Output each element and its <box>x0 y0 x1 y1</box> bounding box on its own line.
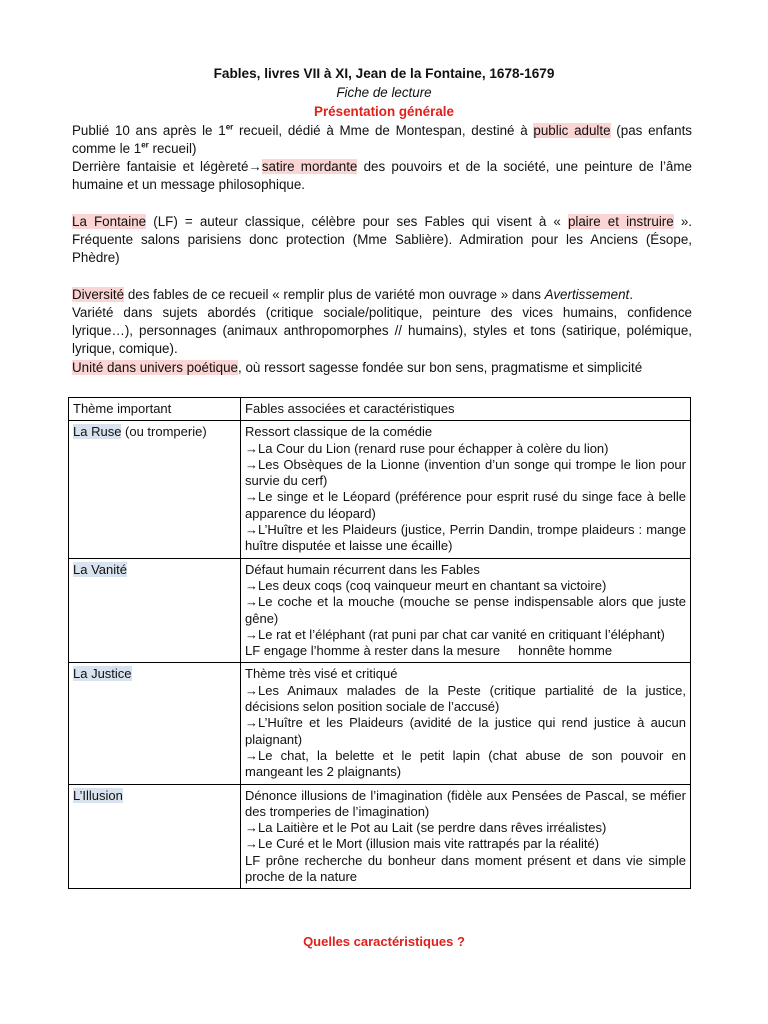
fable-line: →Les Animaux malades de la Peste (critique partialité de la justice, décisions selon position sociale de l’accusé) <box>245 682 686 715</box>
table-row <box>69 421 691 558</box>
table-row <box>69 558 691 663</box>
fable-line: →La Laitière et le Pot au Lait (se perdre dans rêves irréalistes) <box>245 820 607 836</box>
theme-cell: La Ruse (ou tromperie) <box>69 421 241 558</box>
fable-line: →Le chat, la belette et le petit lapin (chat abuse de son pouvoir en mangeant les 2 plaignants) <box>245 747 686 780</box>
highlight-diversite: Diversité <box>72 287 125 302</box>
fable-line: Thème très visé et critiqué <box>245 666 398 682</box>
fable-line: LF engage l’homme à rester dans la mesure honnête homme <box>245 643 613 659</box>
highlight-la-fontaine: La Fontaine <box>72 214 147 229</box>
theme-cell <box>69 663 241 784</box>
fable-line: →Les deux coqs (coq vainqueur meurt en chantant sa victoire) <box>245 577 607 593</box>
fable-line: →L’Huître et les Plaideurs (avidité de la justice qui rend justice à aucun plaignant) <box>245 715 686 747</box>
table-header-row <box>69 398 691 421</box>
fable-line: Dénonce illusions de l’imagination (fidèle aux Pensées de Pascal, se méfier des tromperies de l’imagination) <box>245 787 686 819</box>
fables-cell <box>241 663 691 784</box>
fable-line: Défaut humain récurrent dans les Fables <box>245 561 480 577</box>
section-heading: Présentation générale <box>314 104 454 119</box>
theme-label-illusion: L’Illusion <box>73 787 123 803</box>
highlight-unite: Unité dans univers poétique <box>72 360 239 375</box>
highlight-satire: satire mordante <box>261 159 358 174</box>
theme-cell <box>69 784 241 889</box>
theme-label-justice: La Justice <box>73 666 132 682</box>
fable-line: →La Cour du Lion (renard ruse pour échapper à colère du lion) <box>245 440 609 456</box>
table-header-theme: Thème important <box>69 398 241 421</box>
fable-line: Ressort classique de la comédie <box>245 424 433 440</box>
intro-paragraph-4: Diversité des fables de ce recueil « remplir plus de variété mon ouvrage » dans Avertissement. <box>72 287 633 302</box>
fable-line: →Les Obsèques de la Lionne (invention d’un songe qui trompe le lion pour survie du cerf) <box>245 456 686 489</box>
table-row <box>69 784 691 889</box>
document-title: Fables, livres VII à XI, Jean de la Fontaine, 1678-1679 <box>213 66 555 81</box>
fable-line: →Le rat et l’éléphant (rat puni par chat car vanité en critiquant l’éléphant) <box>245 626 665 642</box>
intro-paragraph-1: Publié 10 ans après le 1er recueil, dédié à Mme de Montespan, destiné à public adulte (pas enfants comme le 1er recueil) <box>72 122 692 156</box>
fable-line: →Le singe et le Léopard (préférence pour esprit rusé du singe face à belle apparence du léopard) <box>245 489 686 521</box>
intro-paragraph-3: La Fontaine (LF) = auteur classique, célèbre pour ses Fables qui visent à « plaire et instruire ». Fréquente salons parisiens donc protection (Mme Sablière). Admiration pour les Anciens (Ésope, Phèdre) <box>72 214 692 265</box>
fable-line: →Le Curé et le Mort (illusion mais vite rattrapés par la réalité) <box>245 836 600 852</box>
intro-paragraph-6: Unité dans univers poétique, où ressort sagesse fondée sur bon sens, pragmatisme et simplicité <box>72 360 643 375</box>
intro-paragraph-5: Variété dans sujets abordés (critique sociale/politique, peinture des vices humains, confidence lyrique…), personnages (animaux anthropomorphes // humains), styles et tons (satirique, polémique, lyrique, comique). <box>72 305 692 356</box>
fable-line: →L’Huître et les Plaideurs (justice, Perrin Dandin, trompe plaideurs : mange huître disputée et laisse une écaille) <box>245 522 686 554</box>
theme-label-ruse: La Ruse <box>73 424 122 440</box>
closing-question: Quelles caractéristiques ? <box>303 934 465 949</box>
table-header-fables: Fables associées et caractéristiques <box>241 398 691 421</box>
theme-label-vanite: La Vanité <box>73 561 127 577</box>
fables-cell <box>241 558 691 663</box>
document-subtitle: Fiche de lecture <box>336 85 432 100</box>
table-row <box>69 663 691 784</box>
theme-cell <box>69 558 241 663</box>
highlight-plaire-instruire: plaire et instruire <box>567 214 674 229</box>
highlight-public-adulte: public adulte <box>533 123 611 138</box>
intro-paragraph-2: Derrière fantaisie et légèreté→satire mordante des pouvoirs et de la société, une peinture de l’âme humaine et un message philosophique. <box>72 159 692 192</box>
themes-table <box>68 397 691 889</box>
fable-line: →Le coche et la mouche (mouche se pense indispensable alors que juste gêne) <box>245 594 686 626</box>
fable-line: LF prône recherche du bonheur dans moment présent et dans vie simple proche de la nature <box>245 852 686 885</box>
fables-cell <box>241 421 691 558</box>
fables-cell <box>241 784 691 889</box>
